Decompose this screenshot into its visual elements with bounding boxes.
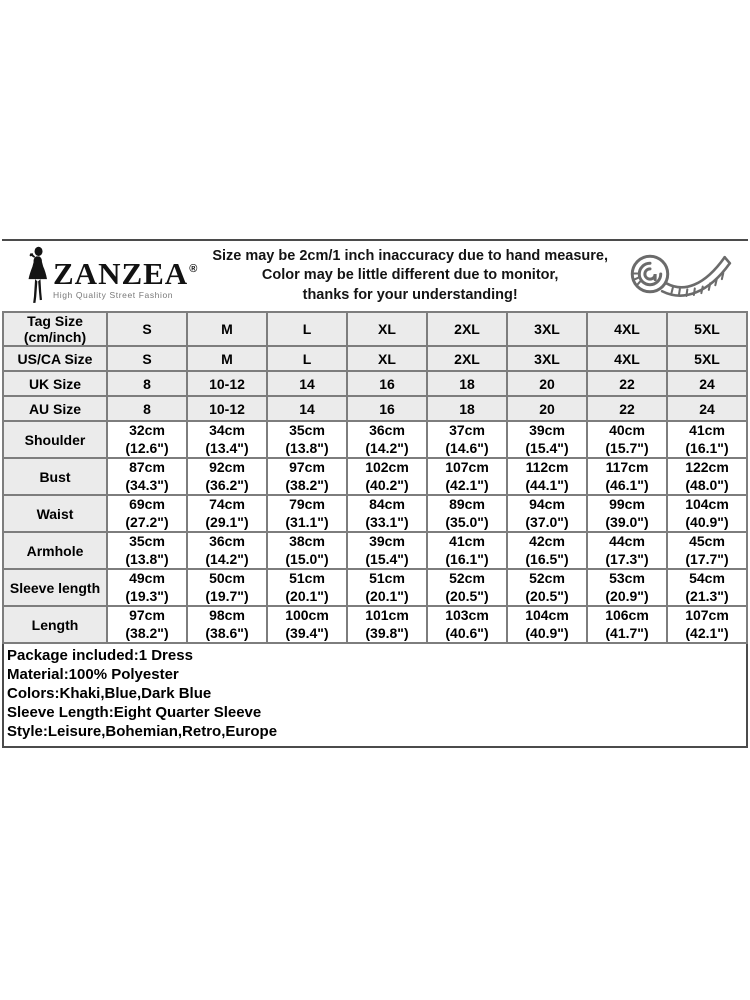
- size-disclaimer: [198, 247, 622, 306]
- cell-au-size-4xl: 22: [587, 396, 667, 421]
- cell-uk-size-xl: 16: [347, 371, 427, 396]
- cell-au-size-5xl: 24: [667, 396, 747, 421]
- table-row-waist: [3, 495, 747, 532]
- disclaimer-line-3: thanks for your understanding!: [302, 286, 518, 303]
- cell-length-5xl: 107cm (42.1"): [667, 606, 747, 643]
- cell-bust-2xl: 107cm (42.1"): [427, 458, 507, 495]
- cell-armhole-l: 38cm (15.0"): [267, 532, 347, 569]
- disclaimer-line-1: Size may be 2cm/1 inch inaccuracy due to hand measure,: [212, 247, 608, 264]
- cell-armhole-xl: 39cm (15.4"): [347, 532, 427, 569]
- cell-sleeve-length-3xl: 52cm (20.5"): [507, 569, 587, 606]
- cell-us-ca-size-5xl: 5XL: [667, 346, 747, 371]
- cell-sleeve-length-m: 50cm (19.7"): [187, 569, 267, 606]
- brand-logo: [24, 246, 198, 306]
- cell-uk-size-s: 8: [107, 371, 187, 396]
- cell-shoulder-s: 32cm (12.6"): [107, 421, 187, 458]
- row-label-armhole: Armhole: [3, 532, 107, 569]
- cell-length-s: 97cm (38.2"): [107, 606, 187, 643]
- brand-name: ZANZEA®: [53, 256, 199, 291]
- cell-tag-size-5xl: 5XL: [667, 312, 747, 346]
- cell-uk-size-3xl: 20: [507, 371, 587, 396]
- cell-shoulder-2xl: 37cm (14.6"): [427, 421, 507, 458]
- cell-uk-size-l: 14: [267, 371, 347, 396]
- product-info-box: [2, 644, 748, 748]
- row-label-length: Length: [3, 606, 107, 643]
- table-row-armhole: [3, 532, 747, 569]
- row-label-uk-size: UK Size: [3, 371, 107, 396]
- cell-sleeve-length-5xl: 54cm (21.3"): [667, 569, 747, 606]
- table-row-tag-size: [3, 312, 747, 346]
- cell-waist-5xl: 104cm (40.9"): [667, 495, 747, 532]
- cell-waist-s: 69cm (27.2"): [107, 495, 187, 532]
- size-table-body: [3, 312, 747, 643]
- cell-au-size-2xl: 18: [427, 396, 507, 421]
- cell-sleeve-length-l: 51cm (20.1"): [267, 569, 347, 606]
- cell-us-ca-size-3xl: 3XL: [507, 346, 587, 371]
- cell-us-ca-size-4xl: 4XL: [587, 346, 667, 371]
- info-sleeve-length: Sleeve Length:Eight Quarter Sleeve: [7, 704, 262, 721]
- cell-sleeve-length-4xl: 53cm (20.9"): [587, 569, 667, 606]
- cell-uk-size-4xl: 22: [587, 371, 667, 396]
- cell-length-2xl: 103cm (40.6"): [427, 606, 507, 643]
- cell-bust-xl: 102cm (40.2"): [347, 458, 427, 495]
- cell-tag-size-4xl: 4XL: [587, 312, 667, 346]
- cell-au-size-xl: 16: [347, 396, 427, 421]
- cell-tag-size-s: S: [107, 312, 187, 346]
- cell-us-ca-size-l: L: [267, 346, 347, 371]
- cell-length-m: 98cm (38.6"): [187, 606, 267, 643]
- cell-us-ca-size-m: M: [187, 346, 267, 371]
- header-band: [2, 239, 748, 311]
- cell-us-ca-size-2xl: 2XL: [427, 346, 507, 371]
- cell-length-l: 100cm (39.4"): [267, 606, 347, 643]
- cell-armhole-m: 36cm (14.2"): [187, 532, 267, 569]
- table-row-length: [3, 606, 747, 643]
- cell-sleeve-length-s: 49cm (19.3"): [107, 569, 187, 606]
- cell-tag-size-xl: XL: [347, 312, 427, 346]
- brand-tagline: High Quality Street Fashion: [53, 290, 174, 300]
- row-label-bust: Bust: [3, 458, 107, 495]
- table-row-shoulder: [3, 421, 747, 458]
- cell-length-xl: 101cm (39.8"): [347, 606, 427, 643]
- cell-bust-l: 97cm (38.2"): [267, 458, 347, 495]
- cell-armhole-2xl: 41cm (16.1"): [427, 532, 507, 569]
- cell-waist-2xl: 89cm (35.0"): [427, 495, 507, 532]
- row-label-us-ca-size: US/CA Size: [3, 346, 107, 371]
- row-label-waist: Waist: [3, 495, 107, 532]
- cell-us-ca-size-s: S: [107, 346, 187, 371]
- cell-waist-xl: 84cm (33.1"): [347, 495, 427, 532]
- cell-sleeve-length-xl: 51cm (20.1"): [347, 569, 427, 606]
- cell-uk-size-m: 10-12: [187, 371, 267, 396]
- cell-au-size-l: 14: [267, 396, 347, 421]
- cell-length-3xl: 104cm (40.9"): [507, 606, 587, 643]
- cell-tag-size-m: M: [187, 312, 267, 346]
- cell-tag-size-3xl: 3XL: [507, 312, 587, 346]
- cell-shoulder-5xl: 41cm (16.1"): [667, 421, 747, 458]
- cell-tag-size-2xl: 2XL: [427, 312, 507, 346]
- cell-shoulder-3xl: 39cm (15.4"): [507, 421, 587, 458]
- row-label-sleeve-length: Sleeve length: [3, 569, 107, 606]
- table-row-bust: [3, 458, 747, 495]
- cell-waist-m: 74cm (29.1"): [187, 495, 267, 532]
- size-table: [2, 311, 748, 644]
- cell-uk-size-2xl: 18: [427, 371, 507, 396]
- cell-au-size-s: 8: [107, 396, 187, 421]
- cell-tag-size-l: L: [267, 312, 347, 346]
- row-label-shoulder: Shoulder: [3, 421, 107, 458]
- cell-waist-l: 79cm (31.1"): [267, 495, 347, 532]
- cell-bust-m: 92cm (36.2"): [187, 458, 267, 495]
- cell-au-size-m: 10-12: [187, 396, 267, 421]
- cell-waist-3xl: 94cm (37.0"): [507, 495, 587, 532]
- cell-bust-s: 87cm (34.3"): [107, 458, 187, 495]
- info-colors: Colors:Khaki,Blue,Dark Blue: [7, 685, 212, 702]
- cell-sleeve-length-2xl: 52cm (20.5"): [427, 569, 507, 606]
- cell-shoulder-m: 34cm (13.4"): [187, 421, 267, 458]
- info-package: Package included:1 Dress: [7, 647, 193, 664]
- registered-mark: ®: [189, 263, 199, 275]
- cell-length-4xl: 106cm (41.7"): [587, 606, 667, 643]
- cell-waist-4xl: 99cm (39.0"): [587, 495, 667, 532]
- cell-armhole-s: 35cm (13.8"): [107, 532, 187, 569]
- cell-bust-3xl: 112cm (44.1"): [507, 458, 587, 495]
- cell-armhole-5xl: 45cm (17.7"): [667, 532, 747, 569]
- table-row-au-size: [3, 396, 747, 421]
- info-material: Material:100% Polyester: [7, 666, 179, 683]
- cell-bust-4xl: 117cm (46.1"): [587, 458, 667, 495]
- table-row-uk-size: [3, 371, 747, 396]
- cell-shoulder-l: 35cm (13.8"): [267, 421, 347, 458]
- disclaimer-line-2: Color may be little different due to monitor,: [261, 267, 559, 284]
- cell-armhole-3xl: 42cm (16.5"): [507, 532, 587, 569]
- cell-au-size-3xl: 20: [507, 396, 587, 421]
- cell-shoulder-4xl: 40cm (15.7"): [587, 421, 667, 458]
- woman-silhouette-icon: [24, 246, 50, 306]
- info-style: Style:Leisure,Bohemian,Retro,Europe: [7, 723, 278, 740]
- cell-bust-5xl: 122cm (48.0"): [667, 458, 747, 495]
- table-row-sleeve-length: [3, 569, 747, 606]
- row-label-au-size: AU Size: [3, 396, 107, 421]
- cell-us-ca-size-xl: XL: [347, 346, 427, 371]
- cell-shoulder-xl: 36cm (14.2"): [347, 421, 427, 458]
- cell-armhole-4xl: 44cm (17.3"): [587, 532, 667, 569]
- content-area: [2, 239, 748, 748]
- table-row-us-ca-size: [3, 346, 747, 371]
- row-label-tag-size: Tag Size (cm/inch): [3, 312, 107, 346]
- brand-text-block: [53, 256, 199, 306]
- measuring-tape-icon: [622, 245, 734, 308]
- cell-uk-size-5xl: 24: [667, 371, 747, 396]
